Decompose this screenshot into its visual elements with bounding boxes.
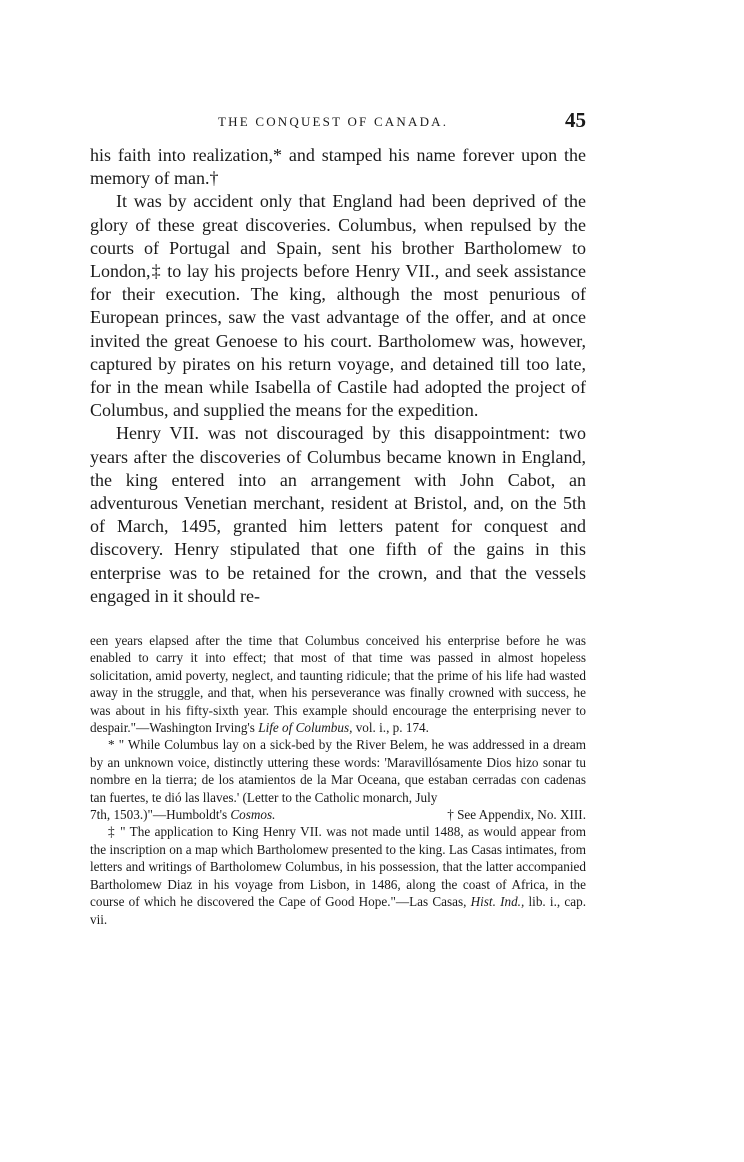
running-title: THE CONQUEST OF CANADA.	[218, 114, 449, 129]
running-header	[90, 108, 586, 136]
footnote-double-dagger-ref: lib. i., cap. vii.	[90, 894, 587, 927]
footnote-star-end	[90, 806, 275, 823]
footnote-double-dagger-text: ‡ " The application to King Henry VII. was not made until 1488, as would appear from the inscription on a map which Bartholomew presented to the king. Las Casas intimates, from letters and writings of Bartholomew Columbus, in his possession, that the latter accompanied Bartholomew Diaz in his voyage from Lisbon, in 1486, along the coast of Africa, in the course of which he discovered the Cape of Good Hope."—Las Casas,	[90, 824, 586, 910]
footnote-star-end-text: 7th, 1503.)"—Humboldt's	[90, 807, 228, 823]
footnote-double-dagger	[90, 823, 586, 927]
page-number: 45	[565, 108, 586, 132]
paragraph-henry-vii-cabot: Henry VII. was not discouraged by this disappointment: two years after the discoveries of Columbus became known in England, the king entered into an arrangement with John Cabot, an adventurous Venetian merchant, resident at Bristol, and, on the 5th of March, 1495, granted him letters patent for conquest and discovery. Henry stipulated that one fifth of the gains in this enterprise was to be retained for the crown, and that the vessels engaged in it should re-	[90, 423, 586, 606]
footnote-continuation-title: Life of Columbus,	[258, 720, 353, 736]
paragraph-continuation: his faith into realization,* and stamped his name forever upon the memory of man.†	[90, 145, 586, 189]
footnote-star	[90, 736, 586, 806]
footnote-continuation-text: een years elapsed after the time that Columbus conceived his enterprise before he was enabled to carry it into effect; that most of that time was passed in almost hopeless solicitation, amid poverty, neglect, and taunting ridicule; that the prime of his life had wasted away in the struggle, and that, when his perseverance was finally crowned with success, he was about in his fifty-sixth year. This example should encourage the enterprising never to despair."—Washington Irving's	[90, 633, 586, 736]
footnote-continuation-ref: vol. i., p. 174.	[355, 720, 429, 736]
paragraph-england-deprived: It was by accident only that England had been deprived of the glory of these great discoveries. Columbus, when repulsed by the courts of Portugal and Spain, sent his brother Bartholomew to London,‡ to lay his projects before Henry VII., and seek assistance for their execution. The king, although the most penurious of European princes, saw the vast advantage of the offer, and at once invited the great Genoese to his court. Bartholomew was, however, captured by pirates on his return voyage, and detained till too late, for in the mean while Isabella of Castile had adopted the project of Columbus, and supplied the means for the expedition.	[90, 191, 586, 421]
footnote-star-text: * " While Columbus lay on a sick-bed by the River Belem, he was addressed in a dream by an unknown voice, distinctly uttering these words: 'Maravillósamente Dios hizo sonar tu nombre en la tierra; de los atamientos de la Mar Oceana, que estaban cerradas con cadenas tan fuertes, te dió las llaves.' (Letter to the Catholic monarch, July	[90, 737, 586, 805]
footnote-continuation	[90, 632, 586, 736]
footnote-dagger: † See Appendix, No. XIII.	[447, 807, 586, 823]
footnote-star-title: Cosmos.	[230, 807, 276, 823]
footnote-double-dagger-title: Hist. Ind.,	[470, 894, 525, 910]
main-text	[90, 144, 586, 608]
footnote-star-last-line	[90, 806, 586, 823]
footnotes	[90, 632, 586, 928]
